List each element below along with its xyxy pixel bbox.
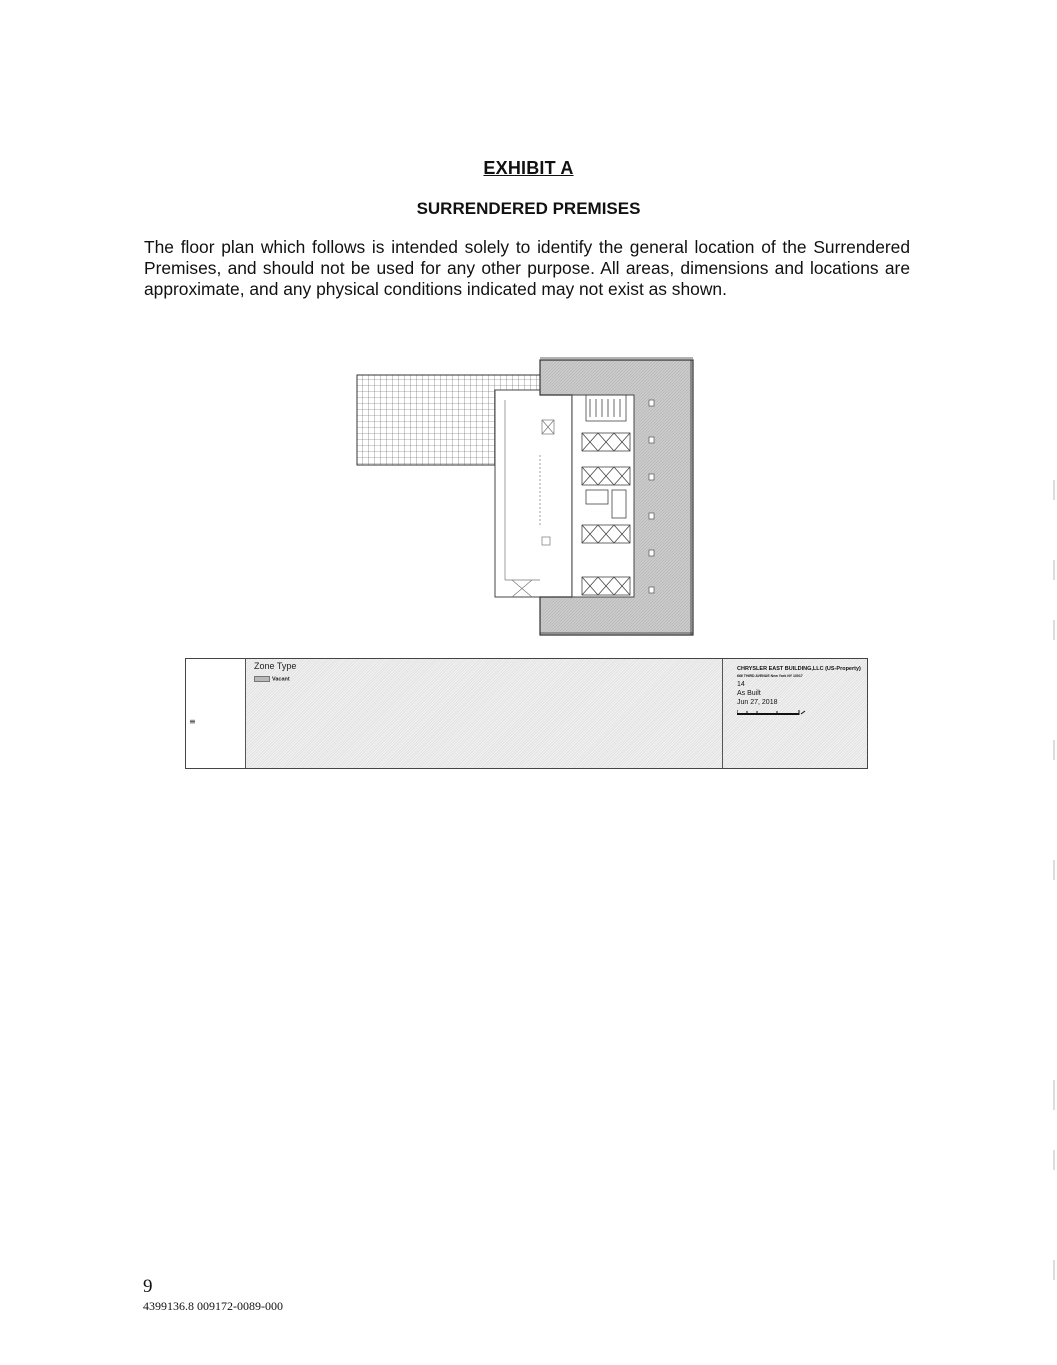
legend-box (185, 658, 868, 769)
legend-heading: Zone Type (254, 661, 297, 671)
property-address: 666 THIRD AVENUE New York NY 10017 (737, 674, 803, 678)
legend-zone-panel (246, 659, 723, 768)
title-block (723, 659, 867, 768)
floor-number: 14 (737, 681, 745, 688)
scan-edge-marks (1052, 0, 1057, 1365)
logo-icon: ≡ (189, 717, 196, 726)
core-block (572, 395, 634, 597)
drawing-date: Jun 27, 2018 (737, 699, 778, 706)
drawing-status: As Built (737, 690, 761, 697)
legend-item-vacant (254, 676, 290, 682)
page-number: 9 (143, 1276, 153, 1297)
floor-plan (350, 355, 700, 640)
vacant-swatch-icon (254, 676, 270, 682)
legend-item-label: Vacant (272, 676, 290, 683)
intro-paragraph: The floor plan which follows is intended solely to identify the general location of the Surrendered Premises, and should not be used for any other purpose. All areas, dimensions and locations are approximate, and any physical conditions indicated may not exist as shown. (144, 237, 910, 299)
document-id: 4399136.8 009172-0089-000 (143, 1299, 283, 1313)
exhibit-subtitle: SURRENDERED PREMISES (416, 199, 641, 218)
floor-plan-drawing (350, 355, 700, 640)
legend-logo-panel (186, 659, 246, 768)
scale-bar-icon (737, 709, 807, 717)
company-name: CHRYSLER EAST BUILDING,LLC (US-Property) (737, 666, 861, 672)
exhibit-title: EXHIBIT A (483, 158, 574, 178)
